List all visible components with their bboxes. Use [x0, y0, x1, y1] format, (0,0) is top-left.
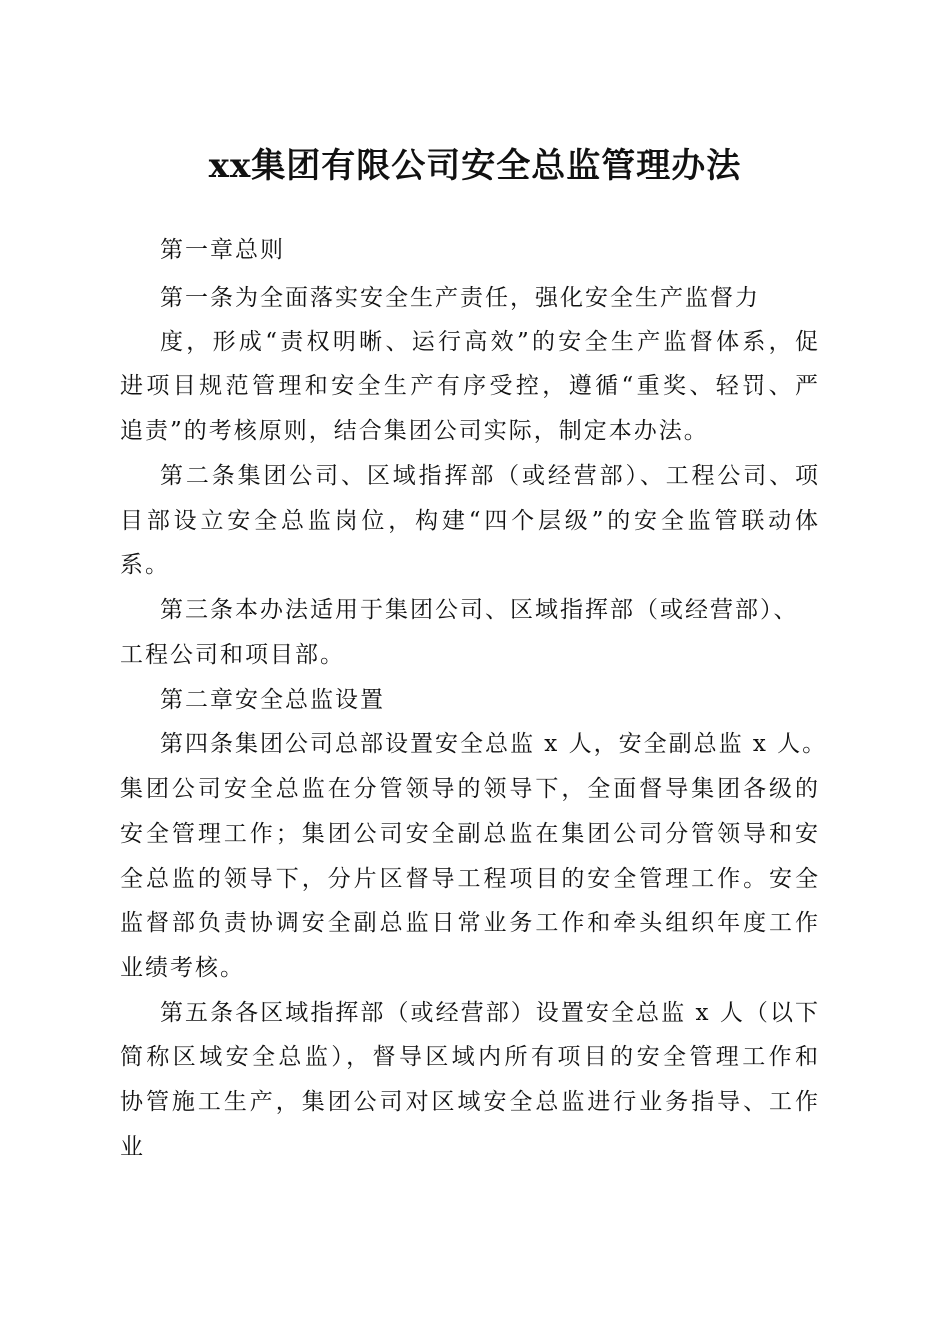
article-line: 第五条各区域指挥部（或经营部）设置安全总监 x 人（以下: [160, 1000, 820, 1026]
article-line: 第三条本办法适用于集团公司、区域指挥部（或经营部）、: [160, 597, 799, 623]
article-line: 第一条为全面落实安全生产责任，强化安全生产监督力: [160, 285, 760, 311]
article-line: 目部设立安全总监岗位，构建“四个层级”的安全监管联动体: [120, 508, 820, 534]
article-line: 协管施工生产，集团公司对区域安全总监进行业务指导、工作: [120, 1089, 820, 1115]
article-line: 业绩考核。: [120, 955, 245, 981]
article-line: 业: [120, 1134, 145, 1160]
article-line: 度，形成“责权明晰、运行高效”的安全生产监督体系，促: [160, 329, 820, 355]
article-line: 安全管理工作；集团公司安全副总监在集团公司分管领导和安: [120, 821, 820, 847]
article-line: 第四条集团公司总部设置安全总监 x 人，安全副总监 x 人。: [160, 731, 828, 757]
article-line: 集团公司安全总监在分管领导的领导下，全面督导集团各级的: [120, 776, 820, 802]
article-line: 第二条集团公司、区域指挥部（或经营部）、工程公司、项: [160, 463, 820, 489]
chapter-heading: 第一章总则: [160, 237, 285, 263]
document-title: xx集团有限公司安全总监管理办法: [208, 146, 742, 186]
article-line: 简称区域安全总监），督导区域内所有项目的安全管理工作和: [120, 1044, 820, 1070]
article-line: 监督部负责协调安全副总监日常业务工作和牵头组织年度工作: [120, 910, 820, 936]
article-line: 工程公司和项目部。: [120, 642, 345, 668]
article-line: 系。: [120, 552, 170, 578]
article-line: 追责”的考核原则，结合集团公司实际，制定本办法。: [120, 418, 709, 444]
chapter-heading: 第二章安全总监设置: [160, 687, 385, 713]
article-line: 全总监的领导下，分片区督导工程项目的安全管理工作。安全: [120, 866, 820, 892]
article-line: 进项目规范管理和安全生产有序受控，遵循“重奖、轻罚、严: [120, 373, 820, 399]
